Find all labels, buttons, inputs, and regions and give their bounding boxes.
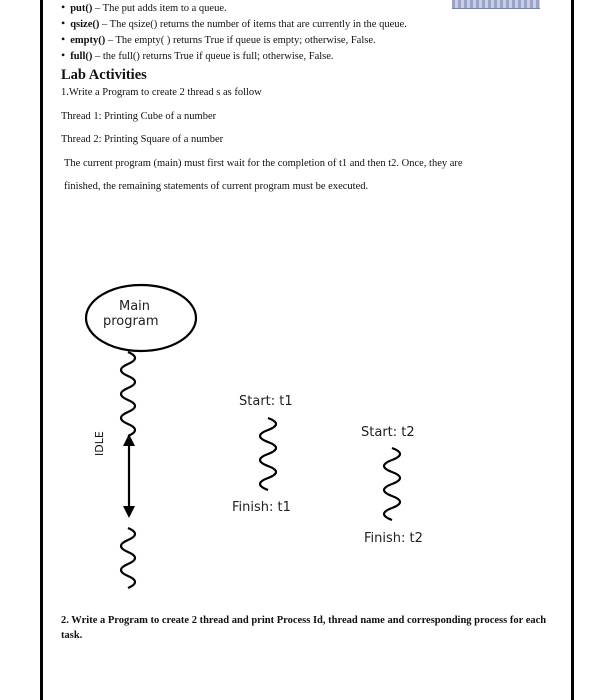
start-t2-label: Start: t2 <box>361 425 415 440</box>
thread-1-desc: Thread 1: Printing Cube of a number <box>61 111 217 122</box>
idle-label: IDLE <box>93 431 106 456</box>
note-line-1: The current program (main) must first wait for the completion of t1 and then t2. Once, they are <box>64 158 463 169</box>
thread-2-desc: Thread 2: Printing Square of a number <box>61 134 224 145</box>
bullet-term: full() <box>70 51 93 62</box>
note-line-2: finished, the remaining statements of current program must be executed. <box>64 181 369 192</box>
bullet-desc: – The empty( ) returns True if queue is empty; otherwise, False. <box>105 35 376 46</box>
idle-arrow-up <box>123 434 135 446</box>
bullet-term: qsize() <box>70 19 100 30</box>
section-title: Lab Activities <box>61 67 147 83</box>
t1-thread-wave <box>260 418 276 490</box>
question-1-intro: 1.Write a Program to create 2 thread s as follow <box>61 87 262 98</box>
question-2-number: 2. <box>61 615 69 626</box>
finish-t2-label: Finish: t2 <box>364 531 423 546</box>
main-thread-wave-bottom <box>121 528 135 588</box>
main-label-line1: Main <box>119 299 151 314</box>
bullet-desc: – the full() returns True if queue is full; otherwise, False. <box>92 51 334 62</box>
idle-arrow-down <box>123 506 135 518</box>
finish-t1-label: Finish: t1 <box>232 500 291 515</box>
bullet-term: put() <box>70 3 93 14</box>
t2-thread-wave <box>384 448 400 520</box>
bullet-term: empty() <box>70 35 106 46</box>
main-thread-wave-top <box>121 352 135 436</box>
question-2-text: Write a Program to create 2 thread and print Process Id, thread name and corresponding process for each task. <box>61 615 547 641</box>
bullet-desc: – The qsize() returns the number of items that are currently in the queue. <box>99 19 407 30</box>
question-2 <box>61 613 561 643</box>
bullet-desc: – The put adds item to a queue. <box>92 3 227 14</box>
main-label-line2: program <box>103 314 159 329</box>
start-t1-label: Start: t1 <box>239 394 293 409</box>
